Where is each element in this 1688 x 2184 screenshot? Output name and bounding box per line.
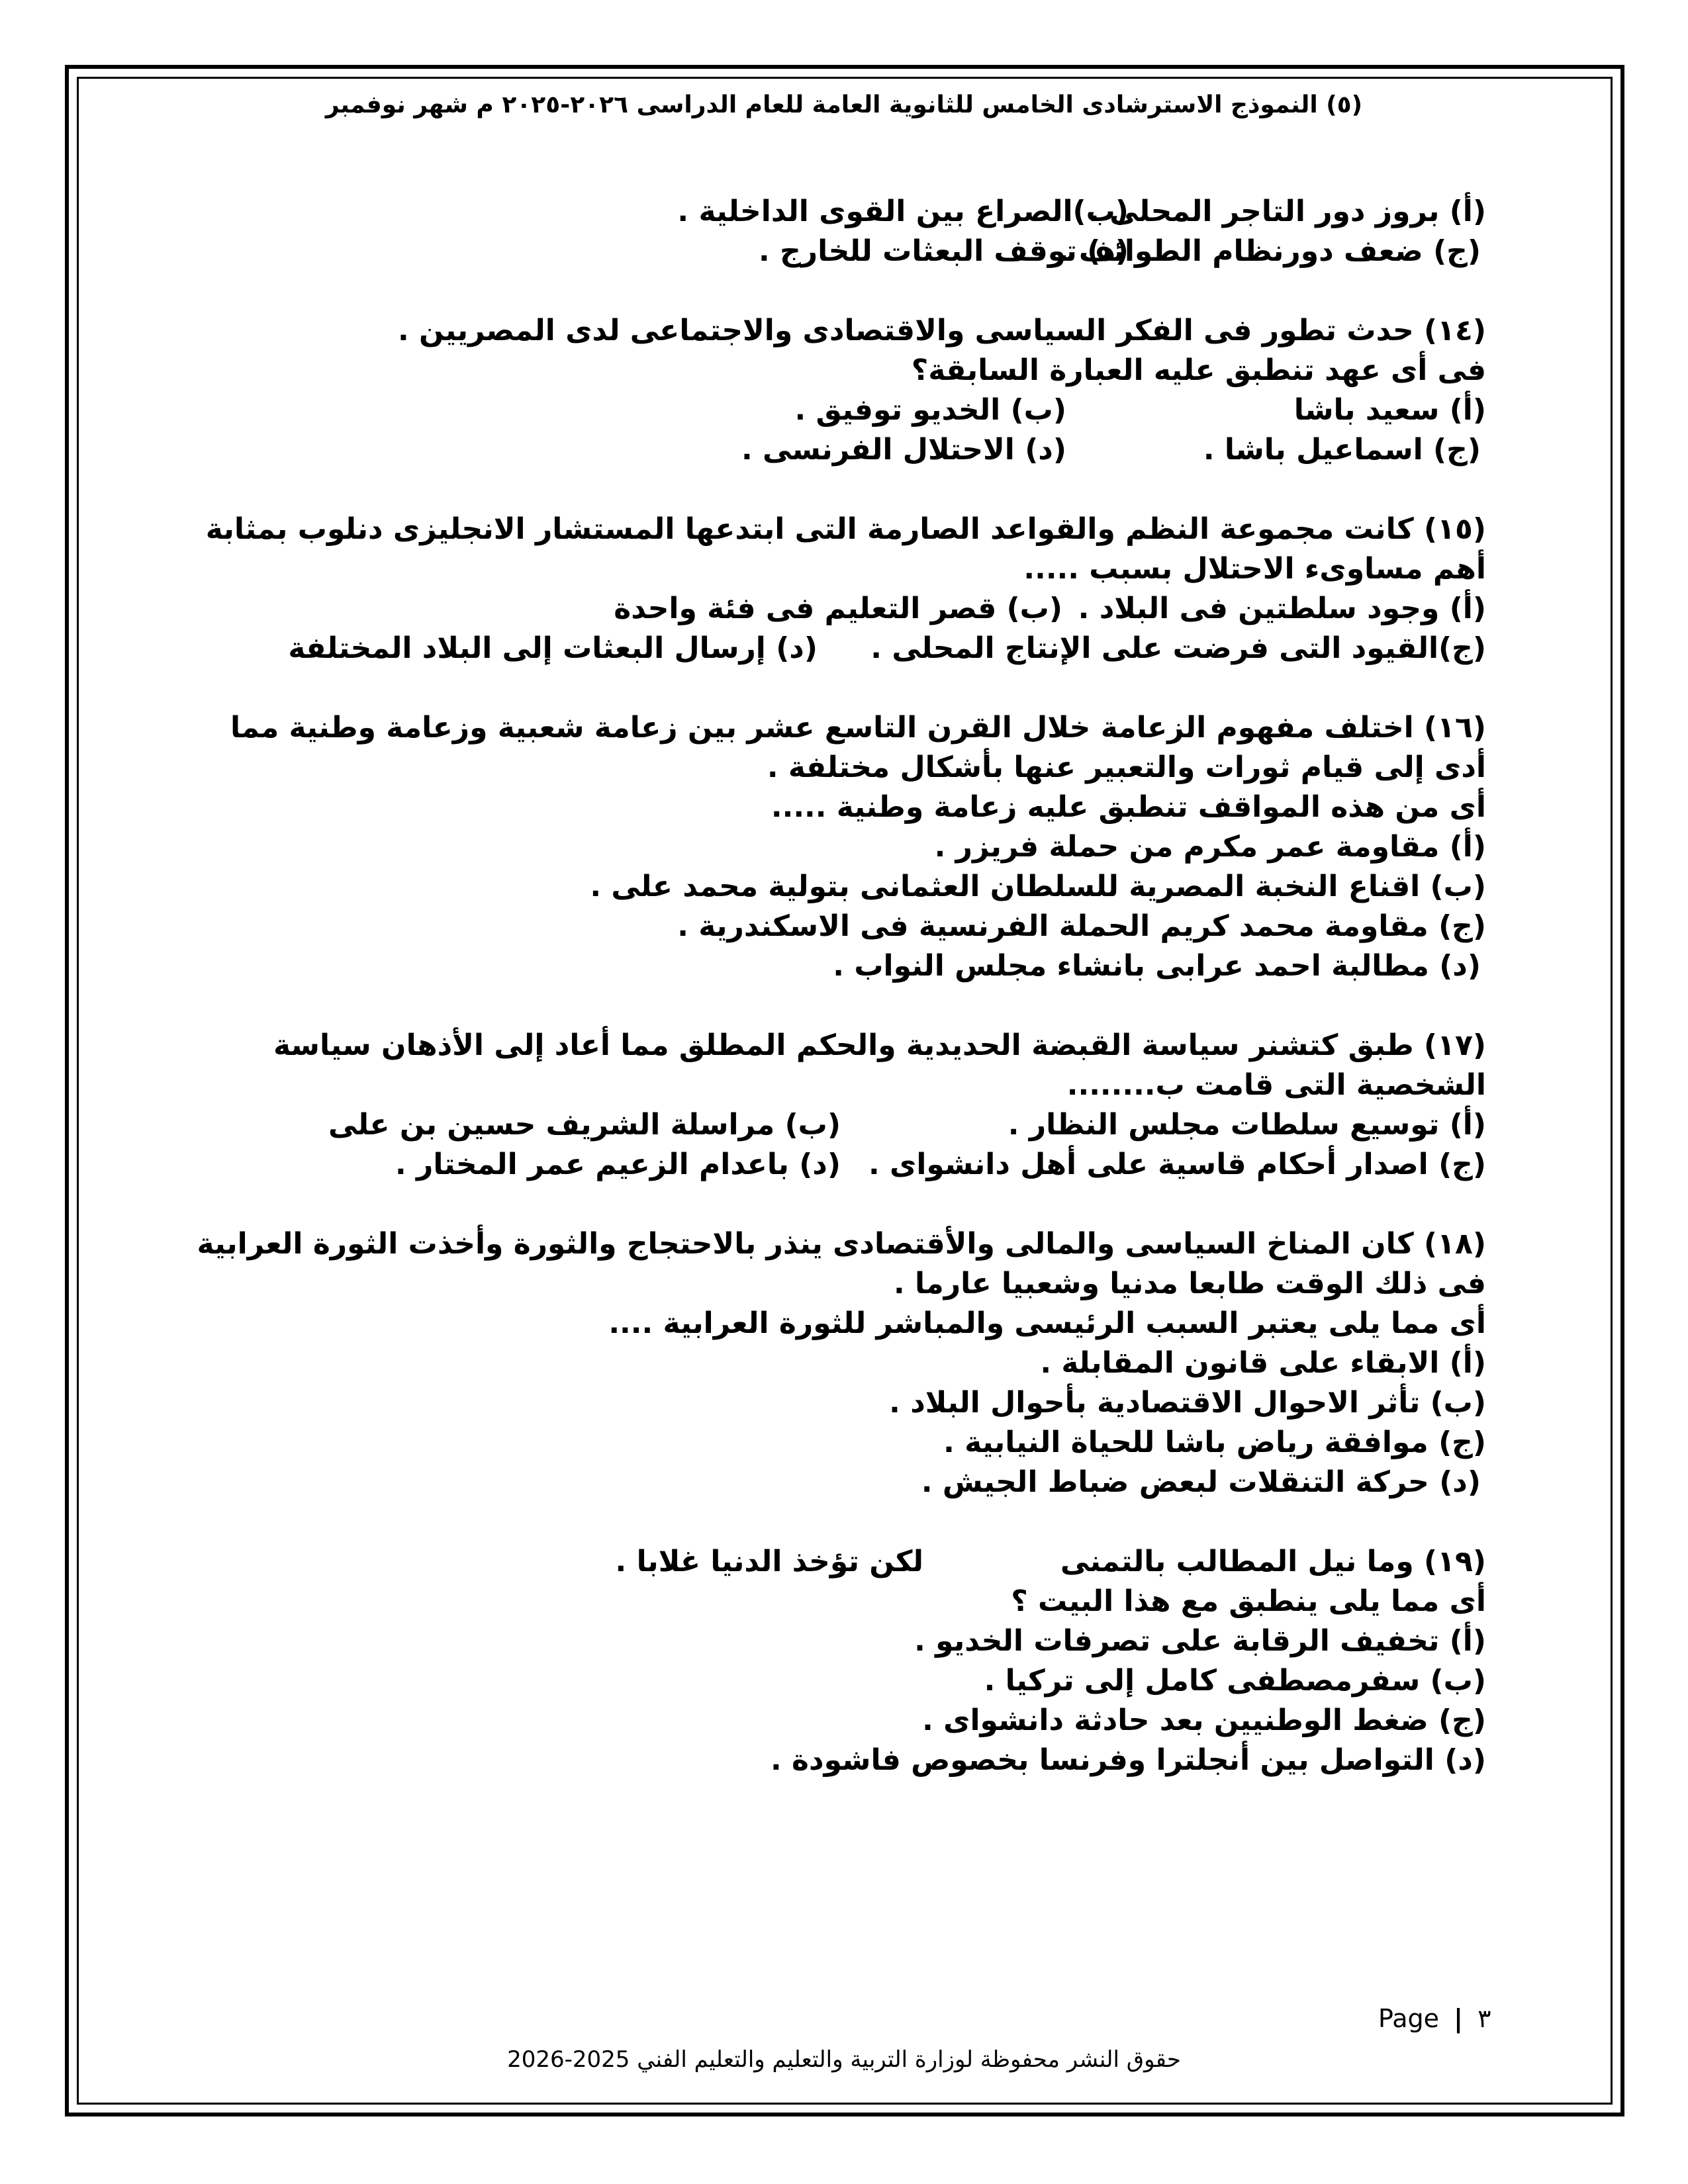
page-number-footer xyxy=(1378,2004,1491,2033)
q19-option-d: (د) التواصل بين أنجلترا وفرنسا بخصوص فاشودة . xyxy=(771,1743,1486,1777)
exam-content xyxy=(175,192,1486,1780)
q16-option-b: (ب) اقناع النخبة المصرية للسلطان العثمانى بتولية محمد على . xyxy=(590,870,1486,903)
q15-stem-1: (١٥) كانت مجموعة النظم والقواعد الصارمة التى ابتدعها المستشار الانجليزى دنلوب بمثابة xyxy=(205,512,1486,546)
q15-option-b: (ب) قصر التعليم فى فئة واحدة xyxy=(614,592,1062,625)
q13-option-b: (ب)الصراع بين القوى الداخلية . xyxy=(677,195,1129,228)
q15-option-a: (أ) وجود سلطتين فى البلاد . xyxy=(1078,592,1486,625)
q13-option-d: (د) توقف البعثات للخارج . xyxy=(759,234,1129,268)
q13-options-row-1 xyxy=(175,192,1486,232)
q14-stem-1: (١٤) حدث تطور فى الفكر السياسى والاقتصادى والاجتماعى لدى المصريين . xyxy=(397,314,1486,347)
q13-option-a: (أ) بروز دور التاجر المحلى . xyxy=(1088,195,1486,228)
q17-options-row-2 xyxy=(175,1145,1486,1185)
q15-option-c: (ج)القيود التى فرضت على الإنتاج المحلى . xyxy=(870,631,1486,665)
q14-option-a: (أ) سعيد باشا xyxy=(1293,393,1486,427)
q14-option-d: (د) الاحتلال الفرنسى . xyxy=(741,433,1066,467)
q18-option-d: (د) حركة التنقلات لبعض ضباط الجيش . xyxy=(921,1465,1481,1499)
q16-stem-1: (١٦) اختلف مفهوم الزعامة خلال القرن التاسع عشر بين زعامة شعبية وزعامة وطنية مما xyxy=(230,711,1486,745)
copyright-notice: حقوق النشر محفوظة لوزارة التربية والتعليم والتعليم الفني 2025-2026 xyxy=(507,2046,1181,2073)
q16-stem-2: أدى إلى قيام ثورات والتعبير عنها بأشكال مختلفة . xyxy=(767,751,1486,784)
q17-option-b: (ب) مراسلة الشريف حسين بن على xyxy=(328,1108,841,1142)
q15-stem-2: أهم مساوىء الاحتلال بسبب ..... xyxy=(1023,552,1486,586)
q18-stem-1: (١٨) كان المناخ السياسى والمالى والأقتصادى ينذر بالاحتجاج والثورة وأخذت الثورة العرابية xyxy=(197,1227,1486,1261)
q16-option-a: (أ) مقاومة عمر مكرم من حملة فريزر . xyxy=(934,830,1486,864)
q14-options-row-2 xyxy=(175,430,1486,470)
q17-options-row-1 xyxy=(175,1105,1486,1145)
q17-option-d: (د) باعدام الزعيم عمر المختار . xyxy=(395,1148,841,1181)
q14-options-row-1 xyxy=(175,390,1486,430)
q18-stem-3: أى مما يلى يعتبر السبب الرئيسى والمباشر للثورة العرابية .... xyxy=(608,1306,1486,1340)
q17-stem-1: (١٧) طبق كتشنر سياسة القبضة الحديدية والحكم المطلق مما أعاد إلى الأذهان سياسة xyxy=(273,1028,1486,1062)
page-header: (٥) النموذج الاسترشادى الخامس للثانوية العامة للعام الدراسى ٢٠٢٦-٢٠٢٥ م شهر نوفمبر xyxy=(325,91,1363,118)
q18-option-c: (ج) موافقة رياض باشا للحياة النيابية . xyxy=(943,1426,1486,1459)
q19-verse xyxy=(175,1542,1486,1582)
q14-option-c: (ج) اسماعيل باشا . xyxy=(1203,433,1481,467)
q13-options-row-2 xyxy=(175,232,1486,271)
q15-option-d: (د) إرسال البعثات إلى البلاد المختلفة xyxy=(288,631,818,665)
q15-options-row-2 xyxy=(175,629,1486,668)
page-separator: | xyxy=(1454,2004,1463,2033)
page-label: Page xyxy=(1378,2004,1439,2033)
q18-stem-2: فى ذلك الوقت طابعا مدنيا وشعبيا عارما . xyxy=(894,1267,1486,1300)
q16-option-c: (ج) مقاومة محمد كريم الحملة الفرنسية فى الاسكندرية . xyxy=(677,909,1486,943)
q17-option-a: (أ) توسيع سلطات مجلس النظار . xyxy=(1008,1108,1486,1142)
q19-option-c: (ج) ضغط الوطنيين بعد حادثة دانشواى . xyxy=(922,1704,1486,1737)
page-number: ٣ xyxy=(1477,2004,1491,2033)
q16-option-d: (د) مطالبة احمد عرابى بانشاء مجلس النواب . xyxy=(833,949,1481,983)
q14-option-b: (ب) الخديو توفيق . xyxy=(794,393,1066,427)
q19-stem-1: أى مما يلى ينطبق مع هذا البيت ؟ xyxy=(1011,1584,1486,1618)
q14-stem-2: فى أى عهد تنطبق عليه العبارة السابقة؟ xyxy=(911,353,1486,387)
q19-verse-part-1: (١٩) وما نيل المطالب بالتمنى xyxy=(1060,1545,1486,1578)
q19-verse-part-2: لكن تؤخذ الدنيا غلابا . xyxy=(615,1545,923,1578)
q13-option-c: (ج) ضعف دورنظام الطوائف . xyxy=(1057,234,1481,268)
q19-option-a: (أ) تخفيف الرقابة على تصرفات الخديو . xyxy=(914,1624,1486,1658)
q19-option-b: (ب) سفرمصطفى كامل إلى تركيا . xyxy=(984,1664,1486,1698)
q16-stem-3: أى من هذه المواقف تنطبق عليه زعامة وطنية ..... xyxy=(771,790,1486,824)
q17-option-c: (ج) اصدار أحكام قاسية على أهل دانشواى . xyxy=(868,1148,1486,1181)
q17-stem-2: الشخصية التى قامت ب........ xyxy=(1066,1068,1486,1102)
q18-option-b: (ب) تأثر الاحوال الاقتصادية بأحوال البلاد . xyxy=(889,1386,1486,1420)
q15-options-row-1 xyxy=(175,589,1486,629)
q18-option-a: (أ) الابقاء على قانون المقابلة . xyxy=(1040,1346,1486,1380)
